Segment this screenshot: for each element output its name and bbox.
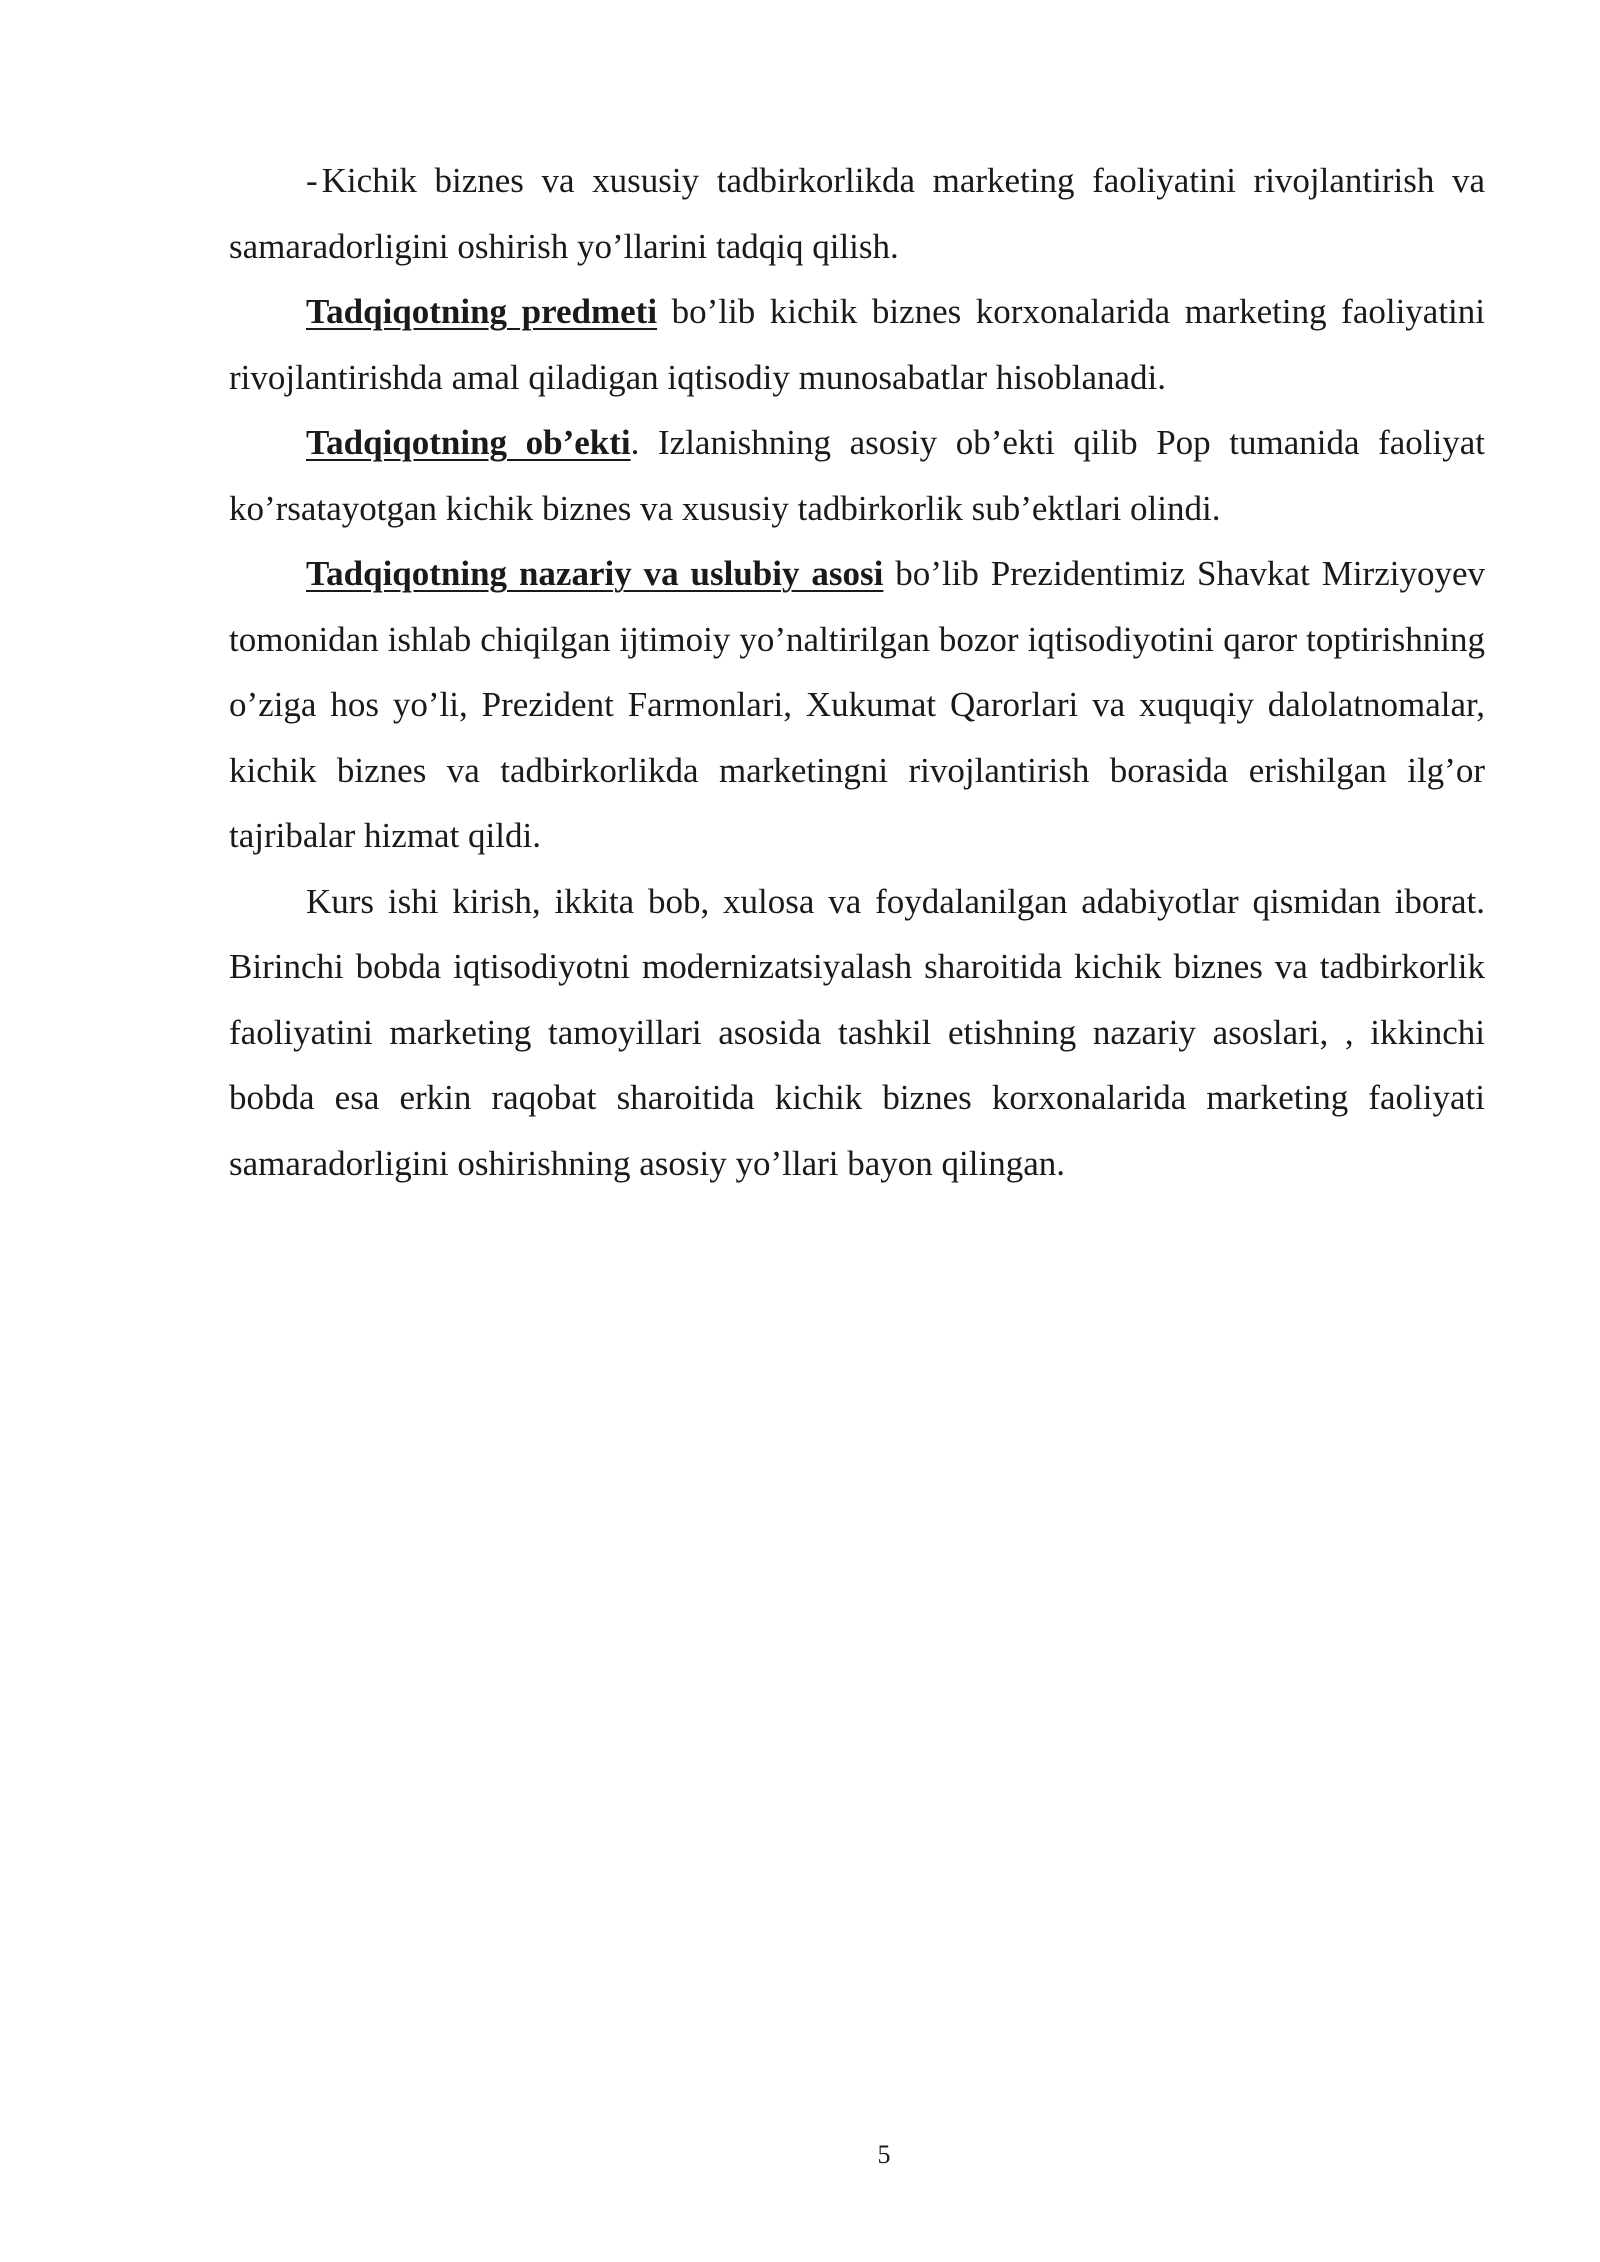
paragraph-research-tasks: [229, 148, 1485, 279]
term-research-subject: Tadqiqotning predmeti: [306, 292, 658, 331]
paragraph-text: bo’lib Prezidentimiz Shavkat Mirziyoyev tomonidan ishlab chiqilgan ijtimoiy yo’naltirilgan bozor iqtisodiyotini qaror toptirishning o’ziga hos yo’li, Prezident Farmonlari, Xukumat Qarorlari va xuquqiy dalolatnomalar, kichik biznes va tadbirkorlikda marketingni rivojlantirish borasida erishilgan ilg’or tajribalar hizmat qildi.: [229, 554, 1485, 855]
page-number: 5: [877, 2140, 891, 2169]
paragraph-text: Kichik biznes va xususiy tadbirkorlikda marketing faoliyatini rivojlantirish va samaradorligini oshirish yo’llarini tadqiq qilish.: [229, 161, 1485, 266]
paragraph-text: bo’lib kichik biznes korxonalarida marketing faoliyatini rivojlantirishda amal qiladigan iqtisodiy munosabatlar hisoblanadi.: [229, 292, 1486, 397]
paragraph-text: Kurs ishi kirish, ikkita bob, xulosa va foydalanilgan adabiyotlar qismidan iborat. Birinchi bobda iqtisodiyotni modernizatsiyalash sharoitida kichik biznes va tadbirkorlik faoliyatini marketing tamoyillari asosida tashkil etishning nazariy asoslari, , ikkinchi bobda esa erkin raqobat sharoitida kichik biznes korxonalarida marketing faoliyati samaradorligini oshirishning asosiy yo’llari bayon qilingan.: [229, 881, 1485, 1183]
term-theoretical-basis: Tadqiqotning nazariy va uslubiy asosi: [306, 554, 884, 593]
paragraph-text: . Izlanishning asosiy ob’ekti qilib Pop tumanida faoliyat ko’rsatayotgan kichik biznes va xususiy tadbirkorlik sub’ektlari olindi.: [229, 423, 1485, 528]
paragraph-research-object: [229, 410, 1485, 541]
paragraph-structure: [229, 869, 1485, 1197]
paragraph-research-subject: [229, 279, 1485, 410]
paragraph-theoretical-basis: [229, 541, 1485, 869]
body-text: [229, 148, 1485, 1196]
list-dash: -: [306, 161, 318, 200]
term-research-object: Tadqiqotning ob’ekti: [306, 423, 631, 462]
